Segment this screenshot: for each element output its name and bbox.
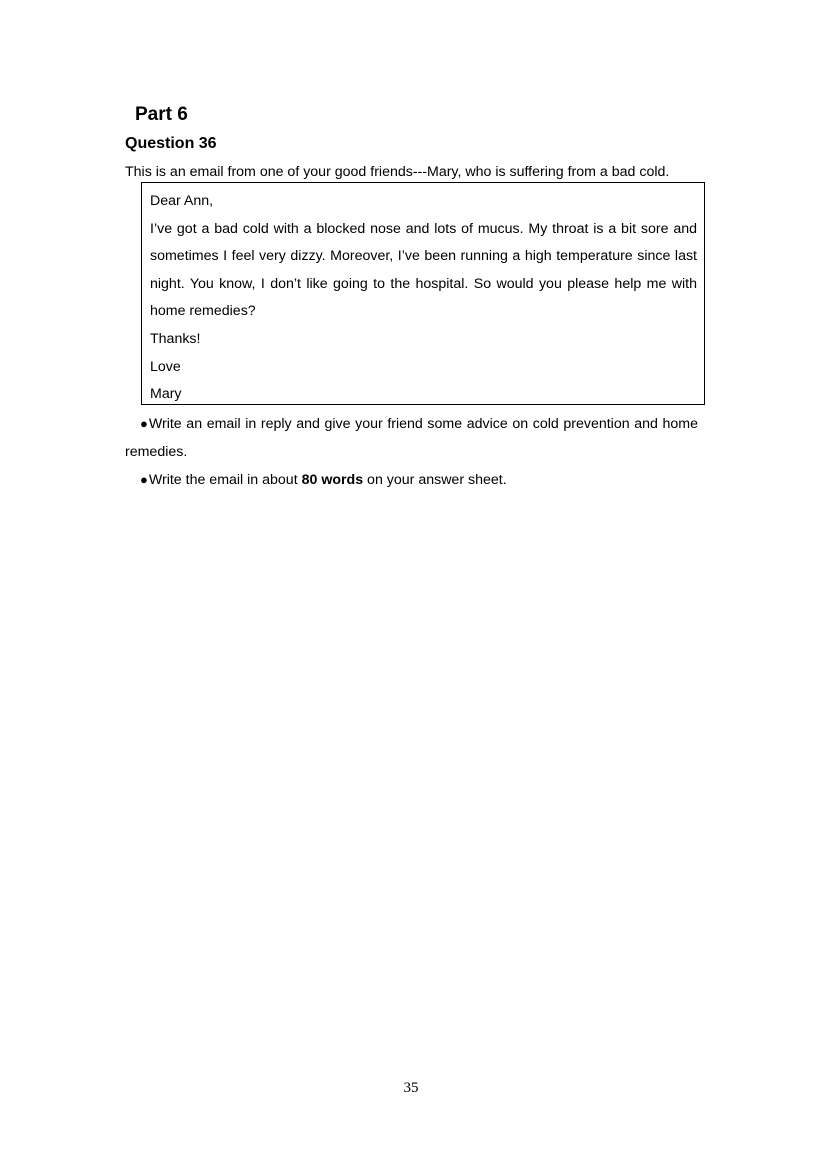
part-title: Part 6 bbox=[135, 104, 188, 125]
email-greeting: Dear Ann, bbox=[150, 193, 214, 209]
instruction-text-suffix: on your answer sheet. bbox=[363, 472, 507, 489]
intro-text: This is an email from one of your good friends---Mary, who is suffering from a bad cold. bbox=[125, 164, 670, 180]
email-box bbox=[141, 182, 705, 405]
page-number: 35 bbox=[403, 1080, 419, 1096]
instruction-item bbox=[125, 410, 698, 466]
instruction-text: Write an email in reply and give your friend some advice on cold prevention and home remedies. bbox=[125, 416, 698, 460]
instruction-text-prefix: Write the email in about bbox=[148, 472, 302, 489]
question-title: Question 36 bbox=[125, 135, 217, 152]
word-count-emphasis: 80 words bbox=[301, 472, 364, 489]
email-signature: Mary bbox=[150, 386, 182, 403]
email-closing: Love bbox=[150, 358, 181, 375]
email-thanks: Thanks! bbox=[150, 330, 201, 347]
instructions bbox=[125, 410, 698, 495]
instruction-item bbox=[125, 466, 698, 495]
bullet-icon: ● bbox=[140, 416, 148, 431]
bullet-icon: ● bbox=[140, 472, 148, 488]
email-body: I’ve got a bad cold with a blocked nose and lots of mucus. My throat is a bit sore and sometimes I feel very dizzy. Moreover, I’ve been running a high temperature since last night. You know, I don’t like going to the hospital. So would you please help me with home remedies? bbox=[150, 220, 697, 320]
